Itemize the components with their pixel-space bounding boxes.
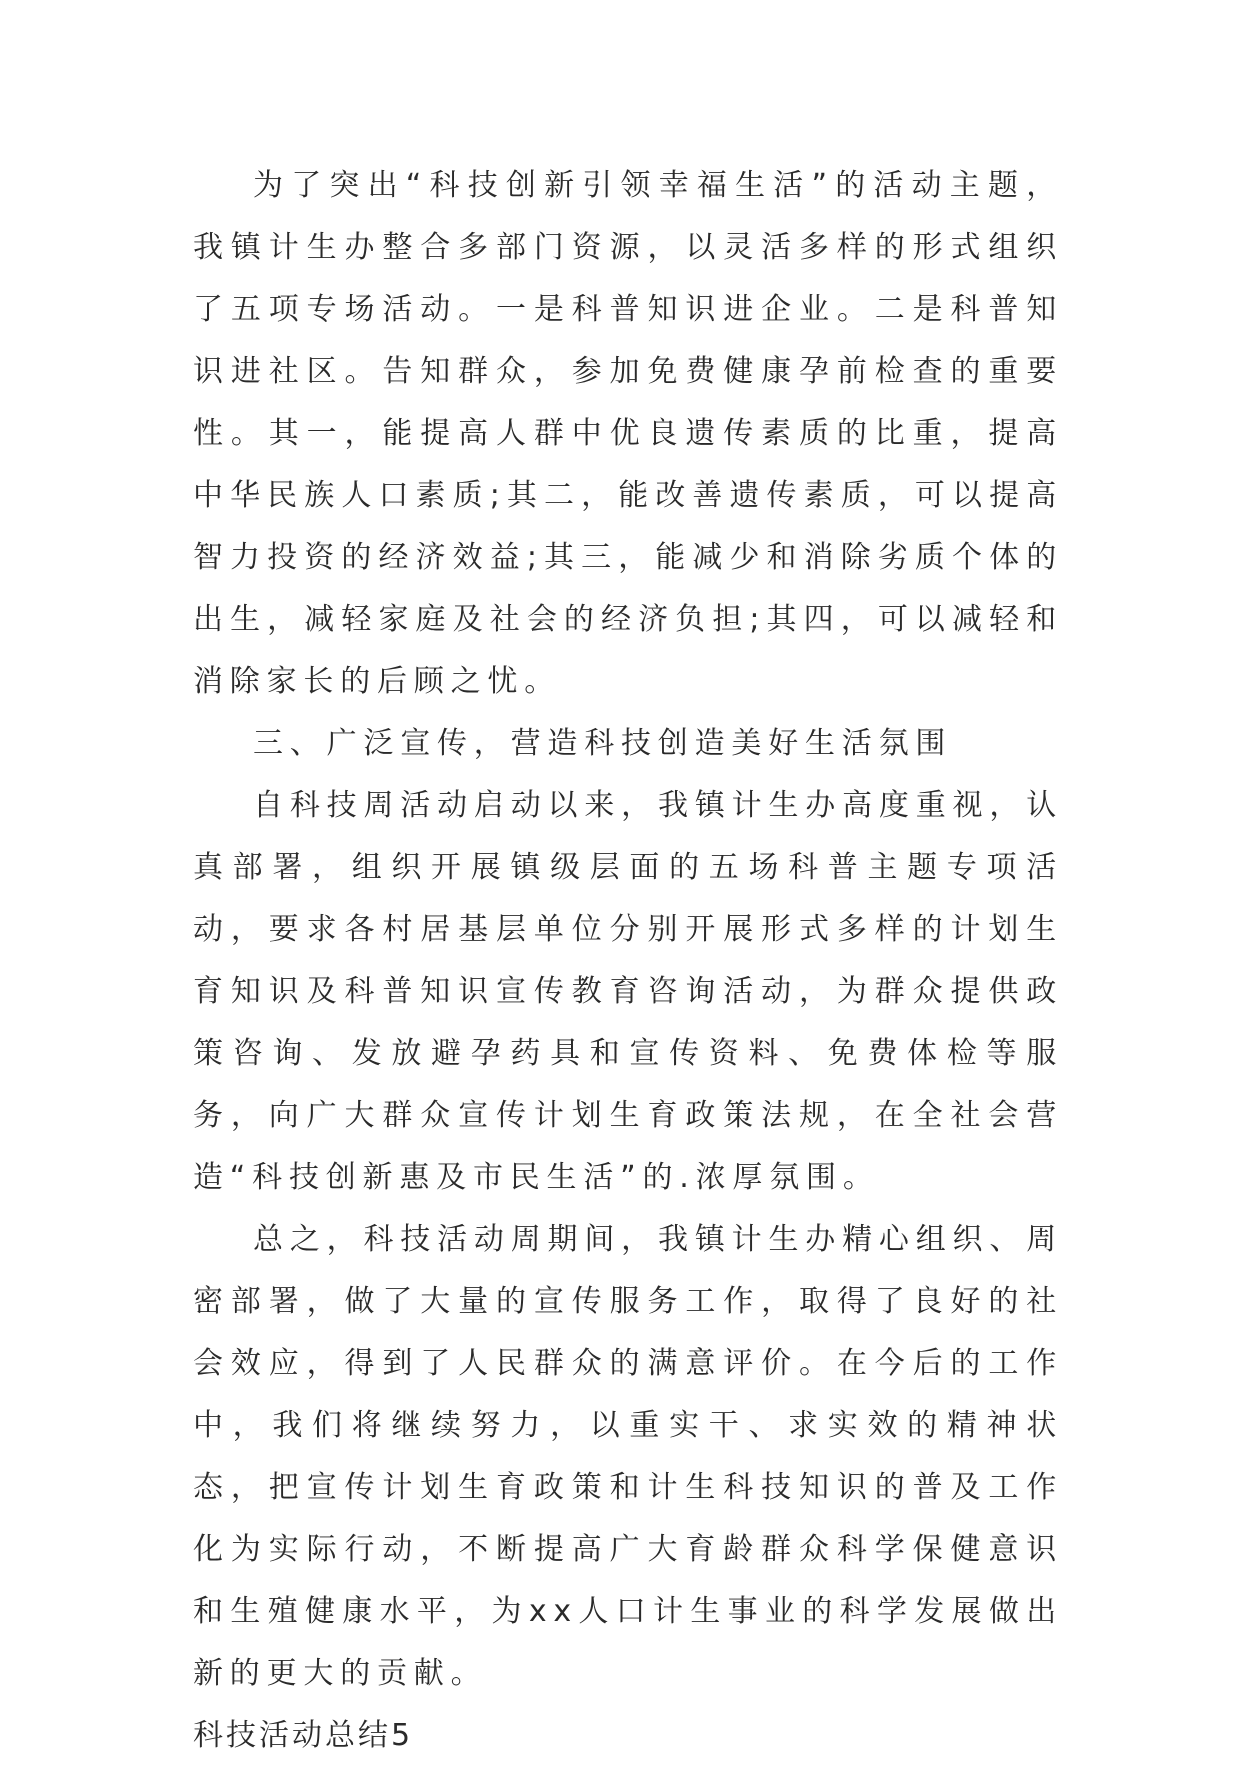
paragraph-heading-publicity: 三、广泛宣传，营造科技创造美好生活氛围 <box>253 726 953 761</box>
paragraph-publicity: 自科技周活动启动以来，我镇计生办高度重视，认真部署，组织开展镇级层面的五场科普主题专项活动，要求各村居基层单位分别开展形式多样的计划生育知识及科普知识宣传教育咨询活动，为群众提供政策咨询、发放避孕药具和宣传资料、免费体检等服务，向广大群众宣传计划生育政策法规，在全社会营造“科技创新惠及市民生活”的.浓厚氛围。 <box>193 788 1063 1195</box>
paragraph-activities: 为了突出“科技创新引领幸福生活”的活动主题，我镇计生办整合多部门资源，以灵活多样的形式组织了五项专场活动。一是科普知识进企业。二是科普知识进社区。告知群众，参加免费健康孕前检查的重要性。其一，能提高人群中优良遗传素质的比重，提高中华民族人口素质;其二，能改善遗传素质，可以提高智力投资的经济效益;其三，能减少和消除劣质个体的出生，减轻家庭及社会的经济负担;其四，可以减轻和消除家长的后顾之忧。 <box>193 168 1063 699</box>
paragraph-summary: 总之，科技活动周期间，我镇计生办精心组织、周密部署，做了大量的宣传服务工作，取得了良好的社会效应，得到了人民群众的满意评价。在今后的工作中，我们将继续努力，以重实干、求实效的精神状态，把宣传计划生育政策和计生科技知识的普及工作化为实际行动，不断提高广大育龄群众科学保健意识和生殖健康水平，为xx人口计生事业的科学发展做出新的更大的贡献。 <box>193 1222 1063 1691</box>
section-title: 科技活动总结5 <box>193 1718 414 1753</box>
document-body <box>193 155 1063 1767</box>
